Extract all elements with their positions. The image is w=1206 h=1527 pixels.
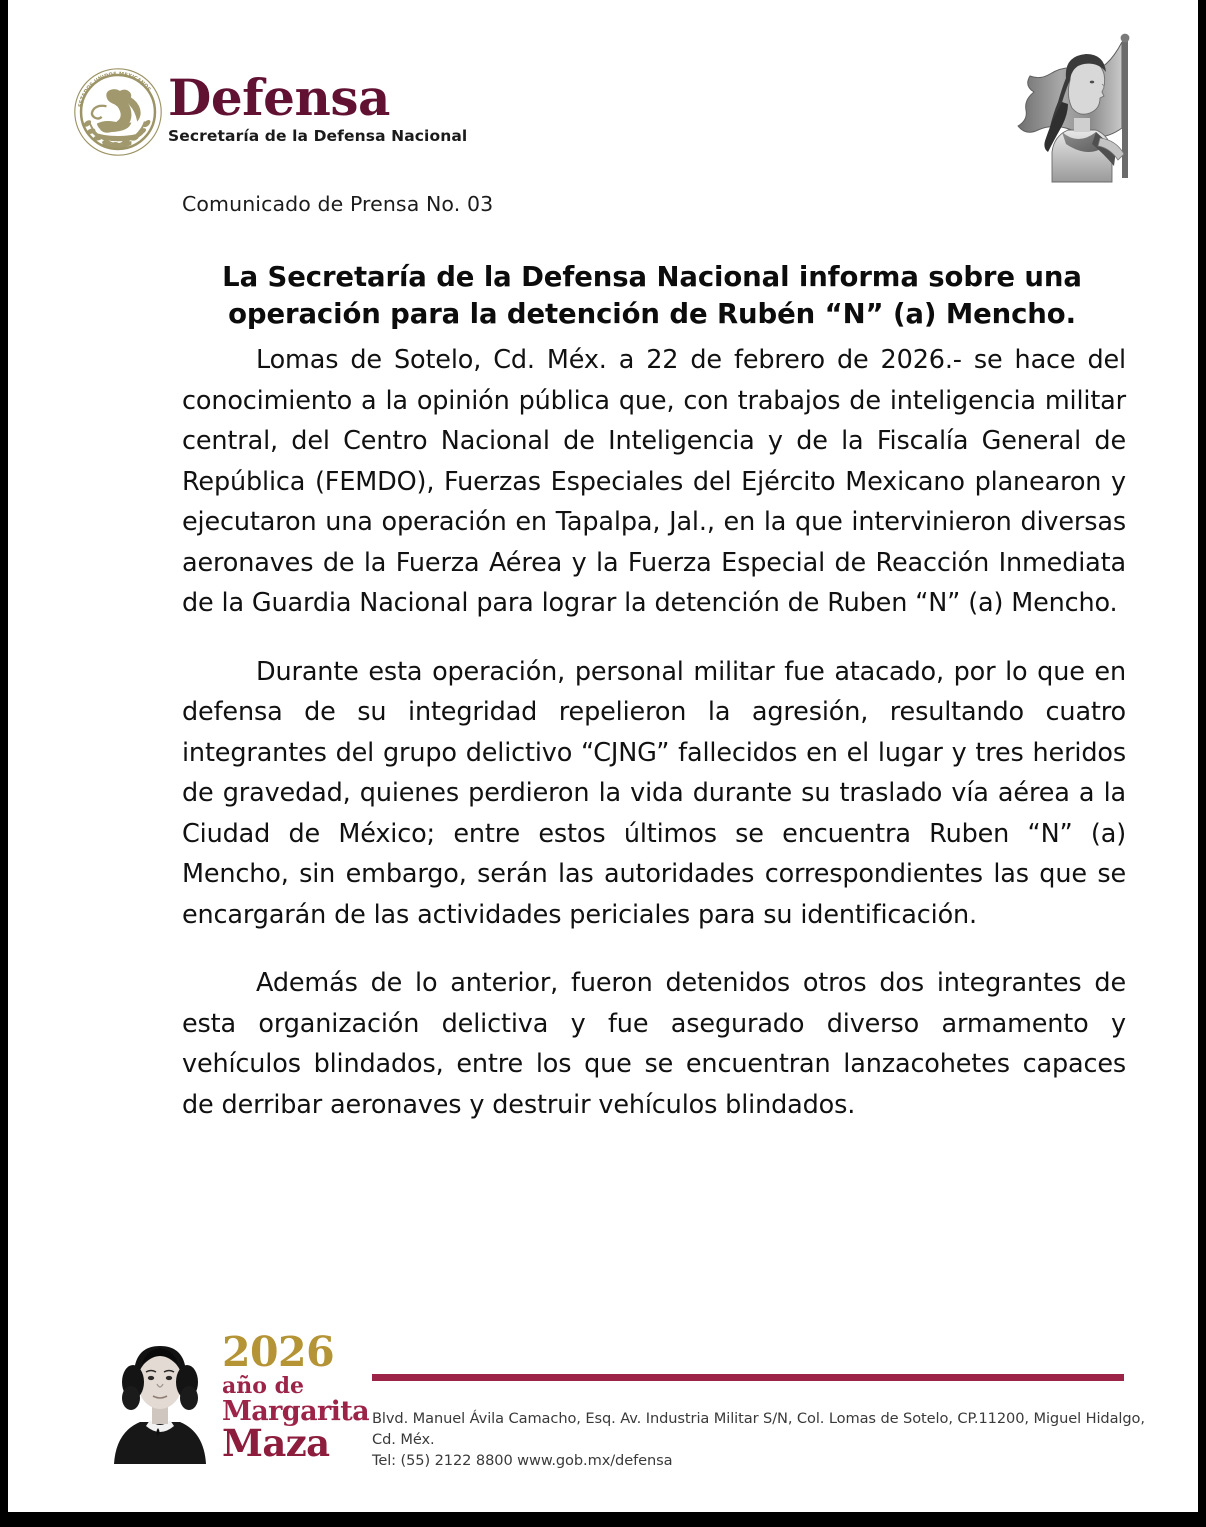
badge-year: 2026 bbox=[222, 1328, 335, 1376]
document-footer bbox=[8, 1312, 1198, 1512]
badge-ano-de: año de bbox=[222, 1373, 304, 1399]
document-page bbox=[8, 0, 1198, 1512]
badge-last-name: Maza bbox=[222, 1421, 330, 1465]
footer-address bbox=[372, 1408, 1162, 1471]
press-release-number: Comunicado de Prensa No. 03 bbox=[182, 192, 494, 216]
svg-text:ESTADOS UNIDOS MEXICANOS: ESTADOS UNIDOS MEXICANOS bbox=[77, 71, 152, 108]
paragraph: Además de lo anterior, fueron detenidos otros dos integrantes de esta organización delictiva y fue asegurado diverso armamento y vehículos blindados, entre los que se encuentran lanzacohetes capaces de derribar aeronaves y destruir vehículos blindados. bbox=[182, 968, 1126, 1120]
margarita-maza-badge bbox=[100, 1324, 370, 1474]
address-line-1: Blvd. Manuel Ávila Camacho, Esq. Av. Industria Militar S/N, Col. Lomas de Sotelo, CP.11200, Miguel Hidalgo, Cd. Méx. bbox=[372, 1410, 1145, 1448]
margarita-maza-lockup-text bbox=[222, 1328, 370, 1465]
mexican-coat-of-arms-icon bbox=[70, 62, 166, 162]
paragraph: Lomas de Sotelo, Cd. Méx. a 22 de febrero de 2026.- se hace del conocimiento a la opinión pública que, con trabajos de inteligencia militar central, del Centro Nacional de Inteligencia y de la Fiscalía General de República (FEMDO), Fuerzas Especiales del Ejército Mexicano planearon y ejecutaron una operación en Tapalpa, Jal., en la que intervinieron diversas aeronaves de la Fuerza Aérea y la Fuerza Especial de Reacción Inmediata de la Guardia Nacional para lograr la detención de Ruben “N” (a) Mencho. bbox=[182, 345, 1126, 618]
page-title: La Secretaría de la Defensa Nacional informa sobre una operación para la detención de Rubén “N” (a) Mencho. bbox=[222, 261, 1082, 330]
brand-name: Defensa bbox=[168, 68, 390, 127]
woman-with-flag-illustration bbox=[1004, 32, 1154, 184]
margarita-maza-portrait-icon bbox=[100, 1324, 220, 1464]
footer-divider bbox=[372, 1374, 1124, 1381]
paragraph: Durante esta operación, personal militar fue atacado, por lo que en defensa de su integridad repelieron la agresión, resultando cuatro integrantes del grupo delictivo “CJNG” fallecidos en el lugar y tres heridos de gravedad, quienes perdieron la vida durante su traslado vía aérea a la Ciudad de México; entre estos últimos se encuentra Ruben “N” (a) Mencho, sin embargo, serán las autoridades correspondientes las que se encargarán de las actividades periciales para su identificación. bbox=[182, 656, 1126, 930]
document-header bbox=[8, 0, 1198, 185]
badge-first-name: Margarita bbox=[222, 1396, 370, 1427]
address-line-2: Tel: (55) 2122 8800 www.gob.mx/defensa bbox=[372, 1452, 673, 1469]
press-release-body bbox=[182, 340, 1126, 1125]
defensa-wordmark bbox=[168, 68, 588, 145]
brand-subtitle: Secretaría de la Defensa Nacional bbox=[168, 127, 468, 145]
